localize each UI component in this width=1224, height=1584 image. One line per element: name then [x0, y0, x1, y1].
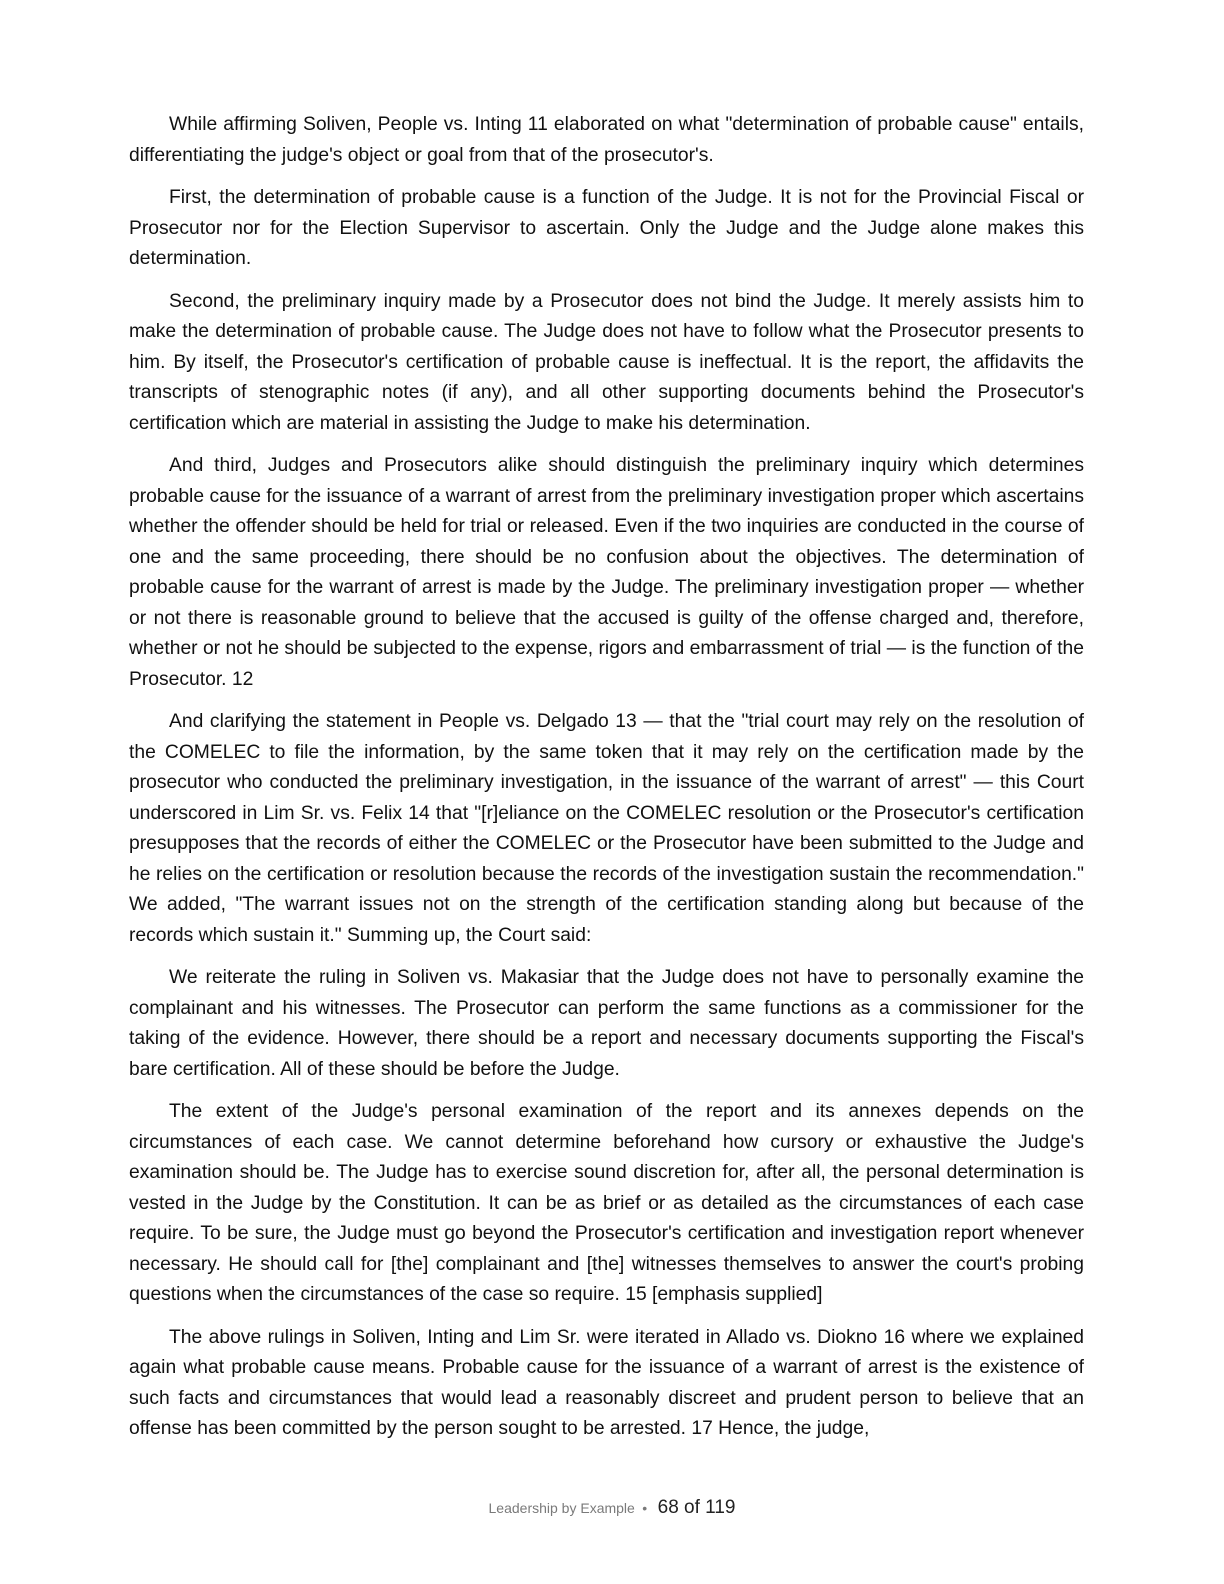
page-footer [0, 1497, 1224, 1519]
paragraph-1: While affirming Soliven, People vs. Inting 11 elaborated on what "determination of probable cause" entails, differentiating the judge's object or goal from that of the prosecutor's. [129, 114, 1084, 166]
paragraph-2: First, the determination of probable cause is a function of the Judge. It is not for the Provincial Fiscal or Prosecutor nor for the Election Supervisor to ascertain. Only the Judge and the Judge alone makes this determination. [129, 187, 1084, 269]
footer-bullet: • [642, 1500, 648, 1516]
paragraph-5: And clarifying the statement in People vs. Delgado 13 — that the "trial court may rely on the resolution of the COMELEC to file the information, by the same token that it may rely on the certification made by the prosecutor who conducted the preliminary investigation, in the issuance of the warrant of arrest" — this Court underscored in Lim Sr. vs. Felix 14 that "[r]eliance on the COMELEC resolution or the Prosecutor's certification presupposes that the records of either the COMELEC or the Prosecutor have been submitted to the Judge and he relies on the certification or resolution because the records of the investigation sustain the recommendation." We added, "The warrant issues not on the strength of the certification standing along but because of the records which sustain it." Summing up, the Court said: [129, 711, 1084, 946]
document-body [129, 110, 1084, 1457]
paragraph-7: The extent of the Judge's personal examination of the report and its annexes depends on the circumstances of each case. We cannot determine beforehand how cursory or exhaustive the Judge's examination should be. The Judge has to exercise sound discretion for, after all, the personal determination is vested in the Judge by the Constitution. It can be as brief or as detailed as the circumstances of each case require. To be sure, the Judge must go beyond the Prosecutor's certification and investigation report whenever necessary. He should call for [the] complainant and [the] witnesses themselves to answer the court's probing questions when the circumstances of the case so require. 15 [emphasis supplied] [129, 1101, 1084, 1305]
paragraph-3: Second, the preliminary inquiry made by a Prosecutor does not bind the Judge. It merely assists him to make the determination of probable cause. The Judge does not have to follow what the Prosecutor presents to him. By itself, the Prosecutor's certification of probable cause is ineffectual. It is the report, the affidavits the transcripts of stenographic notes (if any), and all other supporting documents behind the Prosecutor's certification which are material in assisting the Judge to make his determination. [129, 290, 1084, 434]
page-number: 68 of 119 [657, 1497, 736, 1518]
paragraph-8: The above rulings in Soliven, Inting and Lim Sr. were iterated in Allado vs. Diokno 16 where we explained again what probable cause means. Probable cause for the issuance of a warrant of arrest is the existence of such facts and circumstances that would lead a reasonably discreet and prudent person to believe that an offense has been committed by the person sought to be arrested. 17 Hence, the judge, [129, 1326, 1084, 1439]
footer-title: Leadership by Example [488, 1500, 635, 1516]
paragraph-6: We reiterate the ruling in Soliven vs. Makasiar that the Judge does not have to personally examine the complainant and his witnesses. The Prosecutor can perform the same functions as a commissioner for the taking of the evidence. However, there should be a report and necessary documents supporting the Fiscal's bare certification. All of these should be before the Judge. [129, 967, 1084, 1080]
paragraph-4: And third, Judges and Prosecutors alike should distinguish the preliminary inquiry which determines probable cause for the issuance of a warrant of arrest from the preliminary investigation proper which ascertains whether the offender should be held for trial or released. Even if the two inquiries are conducted in the course of one and the same proceeding, there should be no confusion about the objectives. The determination of probable cause for the warrant of arrest is made by the Judge. The preliminary investigation proper — whether or not there is reasonable ground to believe that the accused is guilty of the offense charged and, therefore, whether or not he should be subjected to the expense, rigors and embarrassment of trial — is the function of the Prosecutor. 12 [129, 455, 1084, 690]
